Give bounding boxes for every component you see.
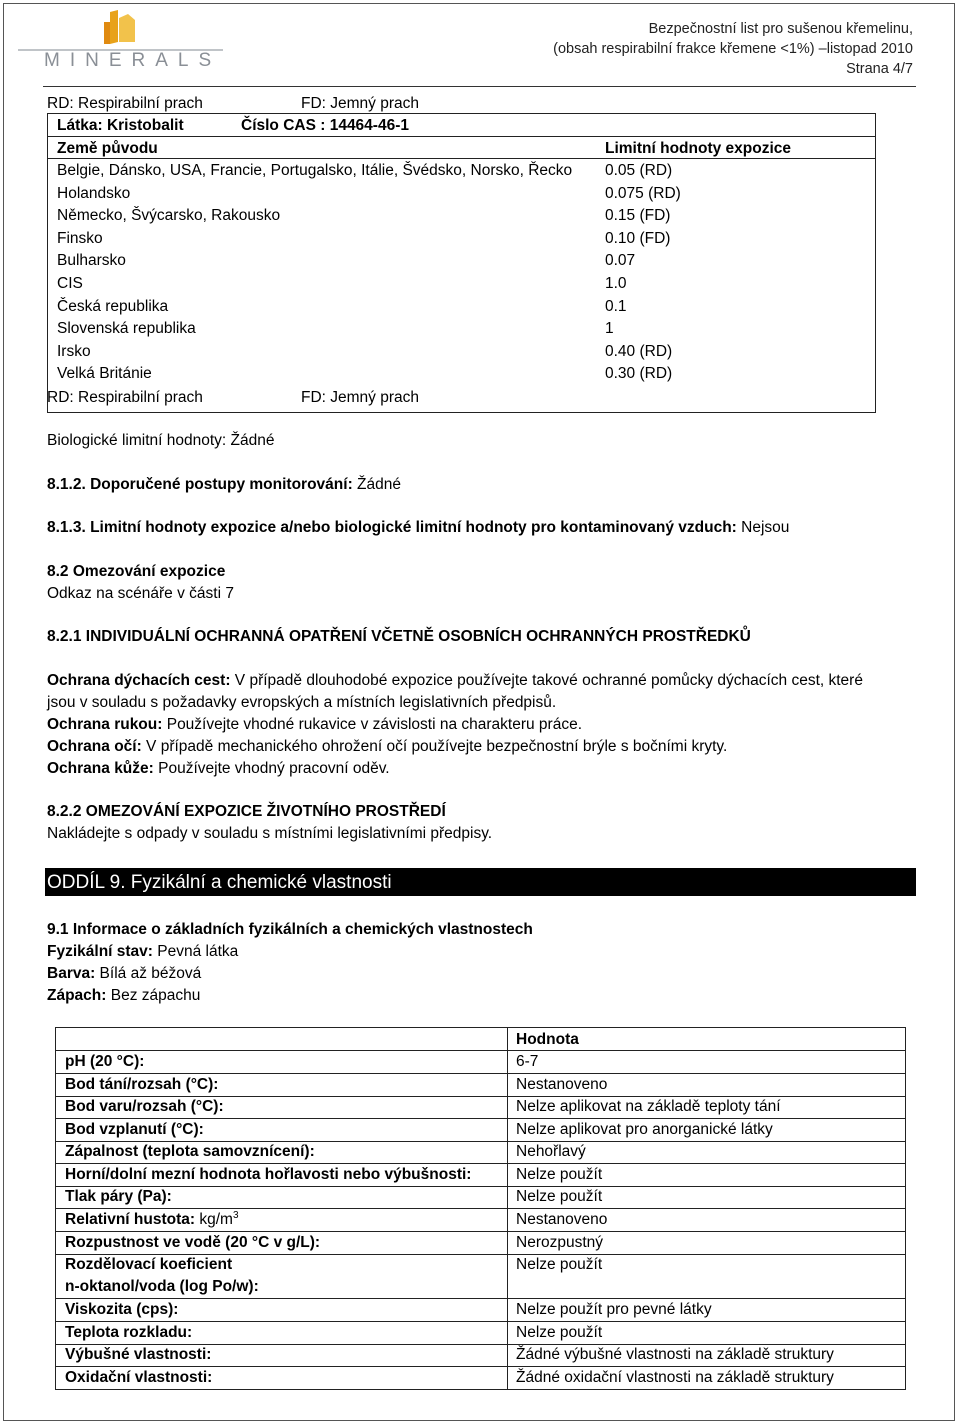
hand-protection [47,715,582,735]
property-label: Rozpustnost ve vodě (20 °C v g/L): [65,1234,321,1251]
property-label: Horní/dolní mezní hodnota hořlavosti nebo výbušnosti: [65,1166,472,1183]
color [47,964,201,984]
exposure-value: 1 [605,320,614,337]
exposure-value: 0.075 (RD) [605,185,681,202]
odor [47,986,200,1006]
property-label: Bod tání/rozsah (°C): [65,1076,219,1093]
legend-rd: RD: Respirabilní prach [47,389,203,406]
field-text: V případě dlouhodobé expozice používejte takové ochranné pomůcky dýchacích cest, které [230,672,863,689]
property-value: Nestanoveno [516,1076,608,1093]
property-label: pH (20 °C): [65,1053,145,1070]
doc-title-line1: Bezpečnostní list pro sušenou křemelinu, [648,21,913,37]
section-label: 8.1.2. Doporučené postupy monitorování: [47,476,353,493]
property-label: Výbušné vlastnosti: [65,1346,212,1363]
property-value: Nerozpustný [516,1234,604,1251]
col-country-header: Země původu [57,140,158,157]
property-value: 6-7 [516,1053,539,1070]
doc-title-line2: (obsah respirabilní frakce křemene <1%) –listopad 2010 [553,41,913,57]
field-text: V případě mechanického ohrožení očí používejte bezpečnostní brýle s bočními kryty. [141,738,728,755]
property-value: Žádné oxidační vlastnosti na základě struktury [516,1369,834,1386]
field-label: Barva: [47,965,96,982]
property-label: Rozdělovací koeficient [65,1256,233,1273]
field-text: Bílá až béžová [95,965,202,982]
field-label: Ochrana dýchacích cest: [47,672,231,689]
field-text: Používejte vhodný pracovní oděv. [153,760,390,777]
exposure-country: CIS [57,275,83,292]
table-divider [56,1186,905,1187]
section-8-2-text: Odkaz na scénáře v části 7 [47,585,234,602]
section-value: Nejsou [736,519,790,536]
section-8-1-2 [47,475,401,495]
bio-limits: Biologické limitní hodnoty: Žádné [47,432,275,449]
legend-fd: FD: Jemný prach [301,389,420,406]
section-9-1-title: 9.1 Informace o základních fyzikálních a chemických vlastnostech [47,921,533,938]
col-limit-header: Limitní hodnoty expozice [605,140,792,157]
eye-protection [47,737,727,757]
property-unit-exponent: 3 [232,1209,239,1221]
exposure-value: 0.05 (RD) [605,162,673,179]
exposure-country: Belgie, Dánsko, USA, Francie, Portugalsko, Itálie, Švédsko, Norsko, Řecko [57,162,573,179]
property-label: Viskozita (cps): [65,1301,179,1318]
skin-protection [47,759,390,779]
field-text: Používejte vhodné rukavice v závislosti na charakteru práce. [162,716,582,733]
property-value: Nelze použít [516,1166,603,1183]
page-number: Strana 4/7 [846,61,913,77]
exposure-value: 0.1 [605,298,627,315]
property-unit: kg/m [195,1211,233,1228]
field-label: Ochrana kůže: [47,760,154,777]
exposure-value: 0.40 (RD) [605,343,673,360]
property-label: n-oktanol/voda (log Po/w): [65,1278,259,1295]
exposure-value: 0.07 [605,252,636,269]
section-8-2-2-title: 8.2.2 OMEZOVÁNÍ EXPOZICE ŽIVOTNÍHO PROSTŘEDÍ [47,803,446,820]
section-value: Žádné [352,476,401,493]
table-divider [56,1298,905,1299]
property-label: Tlak páry (Pa): [65,1188,172,1205]
property-value: Nelze použít [516,1188,603,1205]
table-divider [47,136,876,137]
cas-number: Číslo CAS : 14464-46-1 [241,117,409,134]
field-label: Ochrana rukou: [47,716,163,733]
field-text: Pevná látka [152,943,239,960]
property-value: Nelze použít [516,1256,603,1273]
logo-wordmark: MINERALS [44,50,222,71]
col-value-header: Hodnota [516,1031,579,1048]
respiratory-protection-cont: jsou v souladu s požadavky evropských a místních legislativních předpisů. [47,694,557,711]
table-divider [56,1050,905,1051]
header-rule [43,86,916,87]
section-label: 8.1.3. Limitní hodnoty expozice a/nebo biologické limitní hodnoty pro kontaminovaný vzduch: [47,519,737,536]
exposure-country: Bulharsko [57,252,126,269]
exposure-value: 1.0 [605,275,627,292]
property-value: Žádné výbušné vlastnosti na základě struktury [516,1346,834,1363]
property-label: Zápalnost (teplota samovznícení): [65,1143,315,1160]
section-8-2-2-text: Nakládejte s odpady v souladu s místními legislativními předpisy. [47,825,493,842]
exposure-value: 0.15 (FD) [605,207,671,224]
property-value: Nelze aplikovat pro anorganické látky [516,1121,773,1138]
section-9-header: ODDÍL 9. Fyzikální a chemické vlastnosti [45,868,916,896]
property-value: Nelze použít [516,1324,603,1341]
exposure-value: 0.10 (FD) [605,230,671,247]
legend-rd: RD: Respirabilní prach [47,95,203,112]
field-label: Zápach: [47,987,107,1004]
property-value: Nelze aplikovat na základě teploty tání [516,1098,781,1115]
exposure-country: Holandsko [57,185,131,202]
section-8-2-1-title: 8.2.1 INDIVIDUÁLNÍ OCHRANNÁ OPATŘENÍ VČETNĚ OSOBNÍCH OCHRANNÝCH PROSTŘEDKŮ [47,628,751,645]
field-text: Bez zápachu [106,987,201,1004]
field-label: Ochrana očí: [47,738,142,755]
exposure-country: Slovenská republika [57,320,196,337]
exposure-country: Irsko [57,343,91,360]
property-label: Oxidační vlastnosti: [65,1369,213,1386]
property-value: Nelze použít pro pevné látky [516,1301,712,1318]
exposure-country: Velká Británie [57,365,152,382]
property-value: Nehořlavý [516,1143,586,1160]
property-label: Teplota rozkladu: [65,1324,193,1341]
property-label-relative-density [65,1209,239,1231]
property-label: Relativní hustota: [65,1211,196,1228]
physical-state [47,942,238,962]
property-value: Nestanoveno [516,1211,608,1228]
section-8-2-title: 8.2 Omezování expozice [47,563,226,580]
exposure-country: Česká republika [57,298,169,315]
properties-table [55,1027,906,1390]
property-label: Bod vzplanutí (°C): [65,1121,204,1138]
legend-fd: FD: Jemný prach [301,95,420,112]
respiratory-protection [47,671,863,691]
field-label: Fyzikální stav: [47,943,153,960]
exposure-country: Německo, Švýcarsko, Rakousko [57,207,281,224]
exposure-value: 0.30 (RD) [605,365,673,382]
substance-name: Látka: Kristobalit [57,117,184,134]
exposure-country: Finsko [57,230,103,247]
property-label: Bod varu/rozsah (°C): [65,1098,224,1115]
section-8-1-3 [47,518,789,538]
